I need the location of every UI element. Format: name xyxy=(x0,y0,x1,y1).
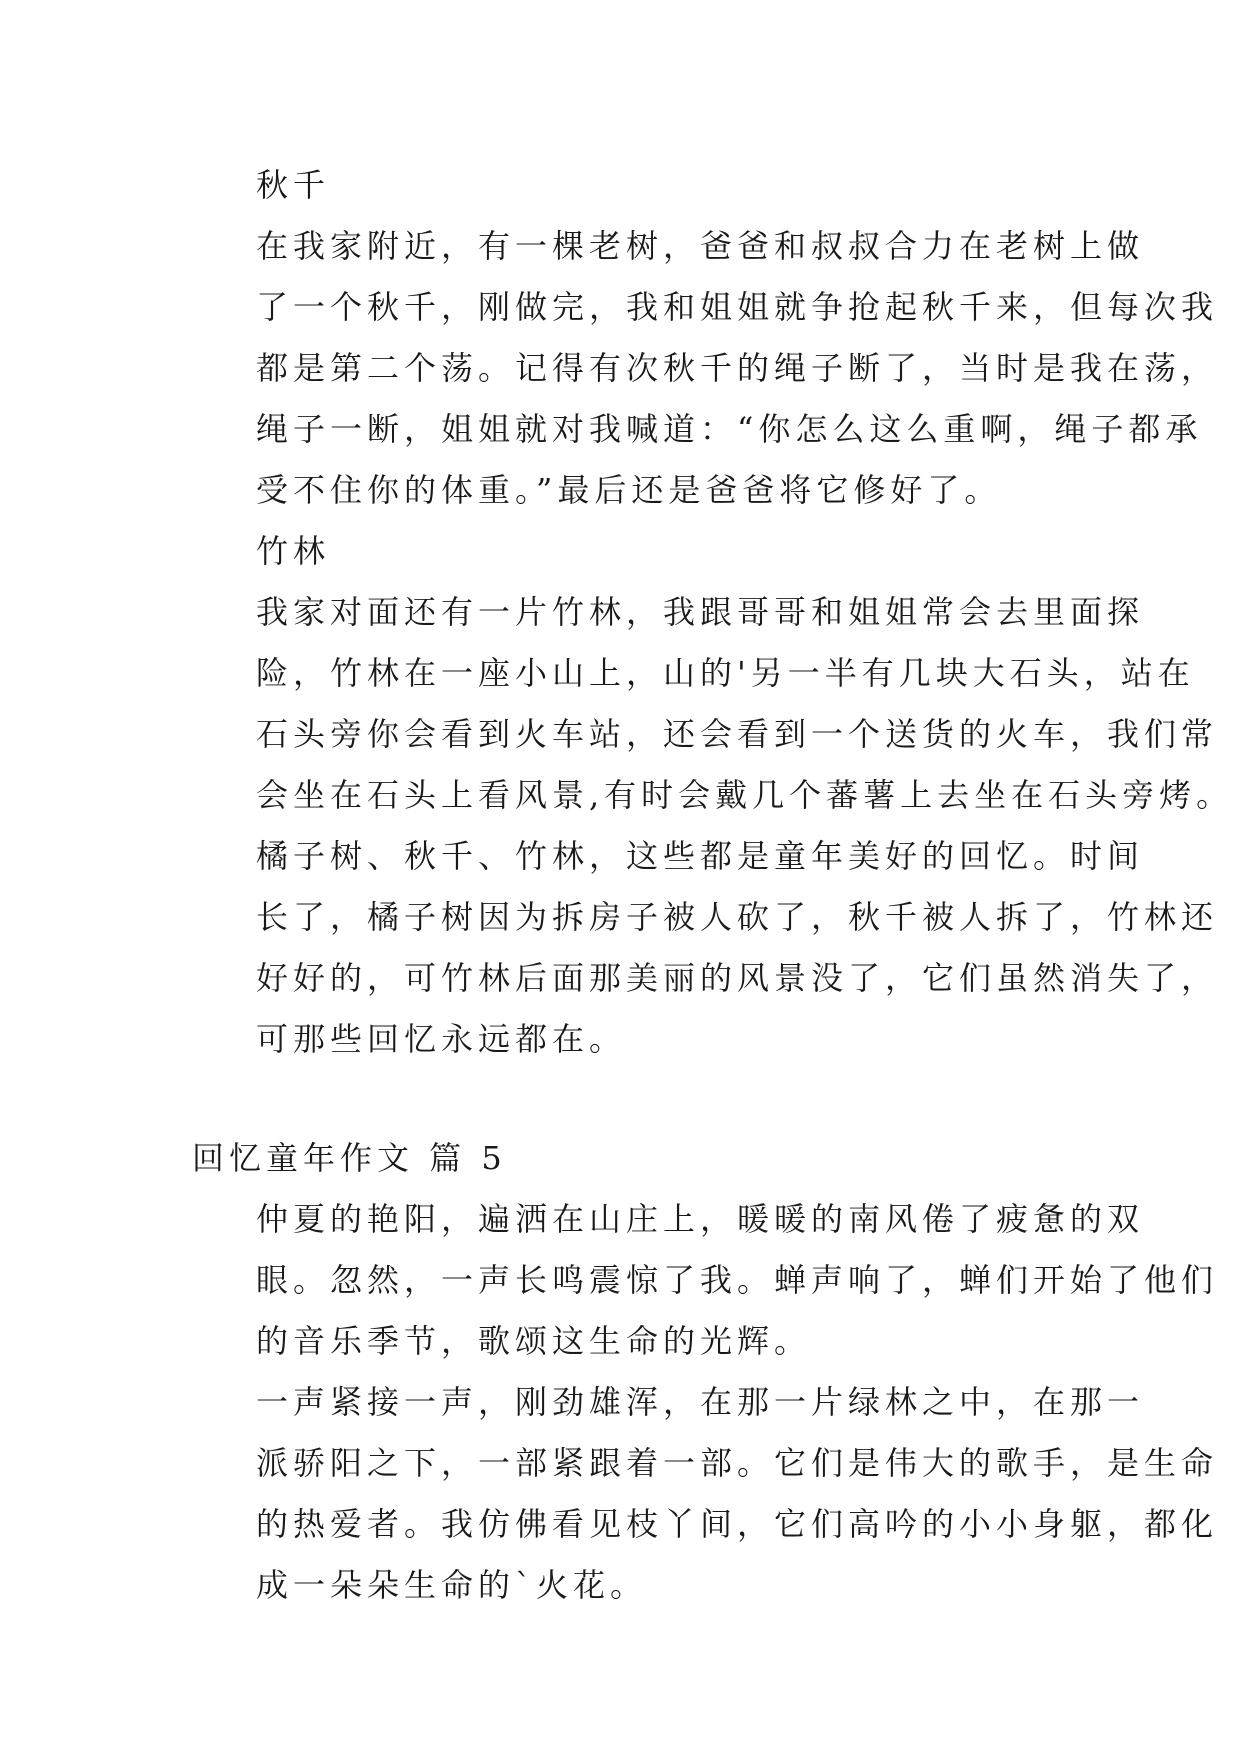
text-line: 的热爱者。我仿佛看见枝丫间，它们高吟的小小身躯，都化 xyxy=(256,1505,1219,1543)
text-line: 好好的，可竹林后面那美丽的风景没了，它们虽然消失了， xyxy=(256,959,1219,997)
text-line: 成一朵朵生命的`火花。 xyxy=(256,1566,648,1604)
text-line: 我家对面还有一片竹林，我跟哥哥和姐姐常会去里面探 xyxy=(256,593,1145,631)
paragraph-swing xyxy=(192,216,1219,521)
paragraph-bamboo xyxy=(192,582,1234,826)
text-line: 了一个秋千，刚做完，我和姐姐就争抢起秋千来，但每次我 xyxy=(256,288,1219,326)
text-line: 一声紧接一声，刚劲雄浑，在那一片绿林之中，在那一 xyxy=(256,1383,1145,1421)
text-line: 会坐在石头上看风景,有时会戴几个蕃薯上去坐在石头旁烤。 xyxy=(256,776,1234,814)
text-line: 险，竹林在一座小山上，山的'另一半有几块大石头，站在 xyxy=(256,654,1195,692)
subhead-bamboo: 竹林 xyxy=(256,532,331,570)
text-line: 橘子树、秋千、竹林，这些都是童年美好的回忆。时间 xyxy=(256,837,1145,875)
paragraph-cicada-intro xyxy=(192,1189,1219,1372)
text-line: 长了，橘子树因为拆房子被人砍了，秋千被人拆了，竹林还 xyxy=(256,898,1219,936)
paragraph-cicada-song xyxy=(192,1372,1219,1616)
text-line: 绳子一断，姐姐就对我喊道：“你怎么这么重啊，绳子都承 xyxy=(256,410,1203,448)
text-line: 派骄阳之下，一部紧跟着一部。它们是伟大的歌手，是生命 xyxy=(256,1444,1219,1482)
article-title: 回忆童年作文 篇 5 xyxy=(192,1139,507,1177)
paragraph-memories xyxy=(192,826,1219,1070)
document-body xyxy=(192,155,1234,1616)
text-line: 都是第二个荡。记得有次秋千的绳子断了，当时是我在荡， xyxy=(256,349,1219,387)
text-line: 的音乐季节，歌颂这生命的光辉。 xyxy=(256,1322,812,1360)
text-line: 可那些回忆永远都在。 xyxy=(256,1020,627,1058)
text-line: 在我家附近，有一棵老树，爸爸和叔叔合力在老树上做 xyxy=(256,227,1145,265)
text-line: 仲夏的艳阳，遍洒在山庄上，暖暖的南风倦了疲惫的双 xyxy=(256,1200,1145,1238)
text-line: 受不住你的体重。”最后还是爸爸将它修好了。 xyxy=(256,471,1002,509)
text-line: 眼。忽然，一声长鸣震惊了我。蝉声响了，蝉们开始了他们 xyxy=(256,1261,1219,1299)
subhead-swing: 秋千 xyxy=(256,166,331,204)
text-line: 石头旁你会看到火车站，还会看到一个送货的火车，我们常 xyxy=(256,715,1219,753)
